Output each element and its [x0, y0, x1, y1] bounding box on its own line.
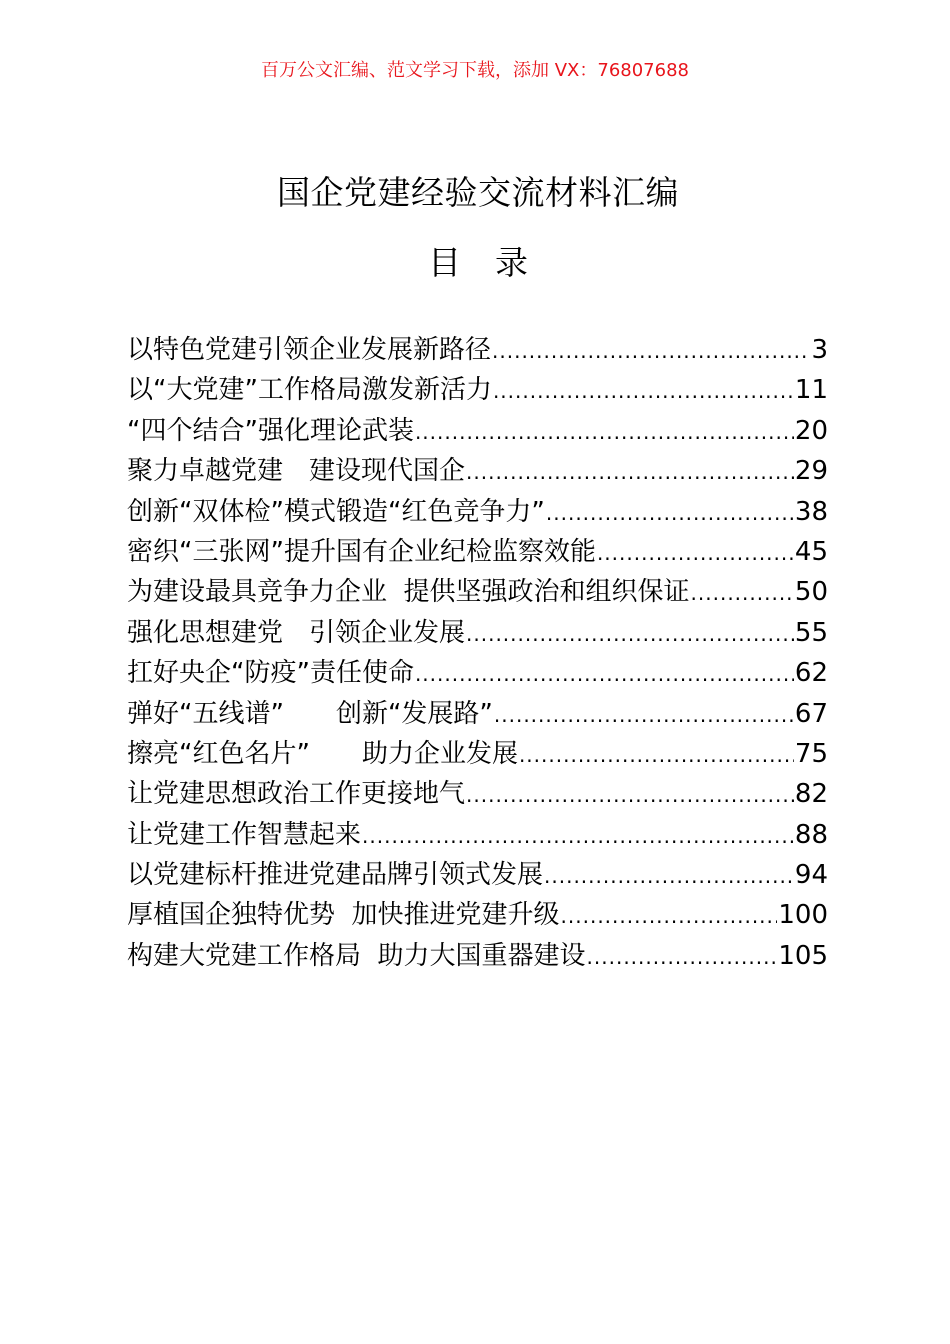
toc-entry[interactable]: [127, 330, 828, 370]
toc-entry-title: 厚植国企独特优势 加快推进党建升级: [127, 900, 560, 931]
toc-entry-page-number: 20: [794, 415, 828, 446]
toc-dot-leader: [466, 452, 794, 492]
toc-dot-leader: [415, 654, 794, 694]
toc-entry-page-number: 105: [778, 940, 828, 971]
toc-entry-page-number: 29: [794, 456, 828, 487]
toc-entry[interactable]: [127, 370, 828, 410]
toc-dot-leader: [544, 856, 794, 896]
toc-entry-title: 擦亮“红色名片” 助力企业发展: [127, 738, 518, 769]
toc-dot-leader: [466, 614, 794, 654]
toc-entry-page-number: 3: [811, 335, 828, 365]
toc-dot-leader: [561, 896, 778, 936]
toc-dot-leader: [587, 937, 778, 977]
table-of-contents: [127, 330, 828, 976]
toc-entry-page-number: 100: [778, 900, 828, 931]
toc-entry-page-number: 67: [794, 698, 828, 729]
toc-dot-leader: [494, 695, 794, 735]
toc-entry[interactable]: [127, 855, 828, 895]
toc-entry-title: 创新“双体检”模式锻造“红色竞争力”: [127, 496, 545, 527]
toc-dot-leader: [519, 735, 794, 775]
toc-entry[interactable]: [127, 572, 828, 612]
toc-entry-title: 以党建标杆推进党建品牌引领式发展: [127, 860, 544, 891]
toc-entry[interactable]: [127, 451, 828, 491]
toc-entry[interactable]: [127, 411, 828, 451]
toc-dot-leader: [546, 493, 794, 533]
toc-entry-page-number: 50: [794, 577, 828, 608]
header-watermark-note: 百万公文汇编、范文学习下载，添加 VX：76807688: [261, 60, 689, 81]
toc-entry-title: “四个结合”强化理论武装: [127, 415, 414, 446]
toc-entry-title: 构建大党建工作格局 助力大国重器建设: [127, 940, 586, 971]
toc-entry-title: 弹好“五线谱” 创新“发展路”: [127, 698, 493, 729]
toc-entry-title: 让党建工作智慧起来: [127, 819, 362, 850]
toc-entry-title: 以特色党建引领企业发展新路径: [127, 335, 492, 365]
toc-entry[interactable]: [127, 653, 828, 693]
toc-dot-leader: [492, 331, 810, 371]
toc-entry-page-number: 55: [794, 617, 828, 648]
toc-heading: 目录: [428, 243, 562, 282]
toc-entry-title: 强化思想建党 引领企业发展: [127, 617, 466, 648]
toc-dot-leader: [691, 573, 794, 613]
toc-entry[interactable]: [127, 734, 828, 774]
toc-entry-page-number: 82: [794, 779, 828, 810]
toc-entry-page-number: 62: [794, 658, 828, 689]
toc-entry[interactable]: [127, 895, 828, 935]
toc-entry[interactable]: [127, 815, 828, 855]
toc-dot-leader: [415, 412, 794, 452]
toc-entry-page-number: 38: [794, 496, 828, 527]
toc-dot-leader: [466, 775, 794, 815]
toc-entry-title: 让党建思想政治工作更接地气: [127, 779, 466, 810]
toc-entry-page-number: 88: [794, 819, 828, 850]
toc-entry-page-number: 94: [794, 860, 828, 891]
toc-entry-page-number: 11: [794, 375, 828, 406]
toc-entry-page-number: 75: [794, 738, 828, 769]
toc-entry[interactable]: [127, 774, 828, 814]
toc-dot-leader: [493, 371, 794, 411]
toc-entry[interactable]: [127, 492, 828, 532]
document-title: 国企党建经验交流材料汇编: [277, 173, 679, 212]
toc-entry-title: 扛好央企“防疫”责任使命: [127, 658, 414, 689]
toc-entry[interactable]: [127, 936, 828, 976]
toc-dot-leader: [362, 816, 794, 856]
toc-dot-leader: [597, 533, 794, 573]
toc-entry-title: 为建设最具竞争力企业 提供坚强政治和组织保证: [127, 577, 690, 608]
toc-entry[interactable]: [127, 613, 828, 653]
toc-entry-page-number: 45: [794, 536, 828, 567]
toc-entry[interactable]: [127, 694, 828, 734]
toc-entry-title: 聚力卓越党建 建设现代国企: [127, 456, 466, 487]
toc-entry-title: 以“大党建”工作格局激发新活力: [127, 375, 492, 406]
toc-entry-title: 密织“三张网”提升国有企业纪检监察效能: [127, 536, 596, 567]
toc-entry[interactable]: [127, 532, 828, 572]
